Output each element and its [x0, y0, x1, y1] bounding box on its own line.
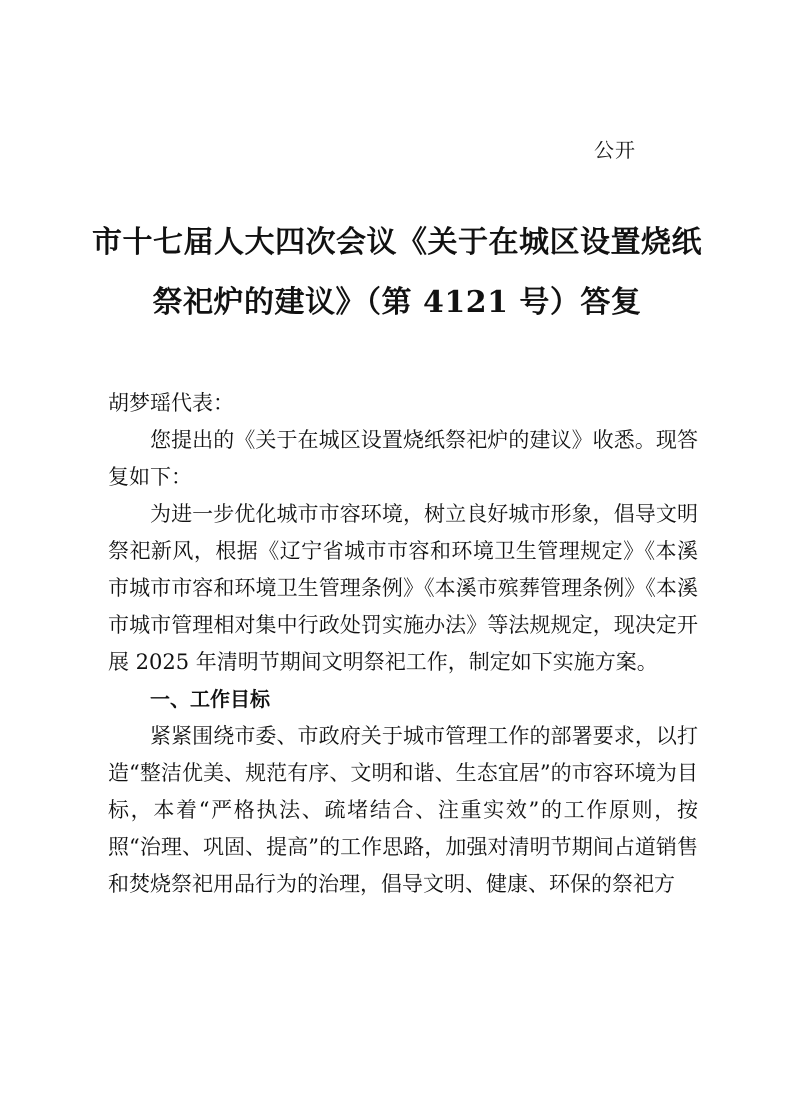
public-label: 公开 — [594, 138, 636, 162]
paragraph-background: 为进一步优化城市市容环境，树立良好城市形象，倡导文明祭祀新风，根据《辽宁省城市市容和环境卫生管理规定》《本溪市城市市容和环境卫生管理条例》《本溪市殡葬管理条例》《本溪市城市管理相对集中行政处罚实施办法》等法规规定，现决定开展 2025 年清明节期间文明祭祀工作，制定如下实施方案。 — [108, 502, 698, 674]
paragraph-work-goals: 紧紧围绕市委、市政府关于城市管理工作的部署要求，以打造“整洁优美、规范有序、文明和谐、生态宜居”的市容环境为目标，本着“严格执法、疏堵结合、注重实效”的工作原则，按照“治理、巩固、提高”的工作思路，加强对清明节期间占道销售和焚烧祭祀用品行为的治理，倡导文明、健康、环保的祭祀方 — [108, 724, 698, 896]
document-title-line-2: 祭祀炉的建议》（第 4121 号）答复 — [152, 285, 642, 320]
salutation: 胡梦瑶代表： — [108, 391, 234, 415]
section-heading-work-goals: 一、工作目标 — [150, 687, 270, 711]
document-title-line-1: 市十七届人大四次会议《关于在城区设置烧纸 — [92, 225, 702, 260]
paragraph-acknowledgement: 您提出的《关于在城区设置烧纸祭祀炉的建议》收悉。现答复如下： — [108, 428, 698, 489]
document-body — [108, 385, 698, 903]
